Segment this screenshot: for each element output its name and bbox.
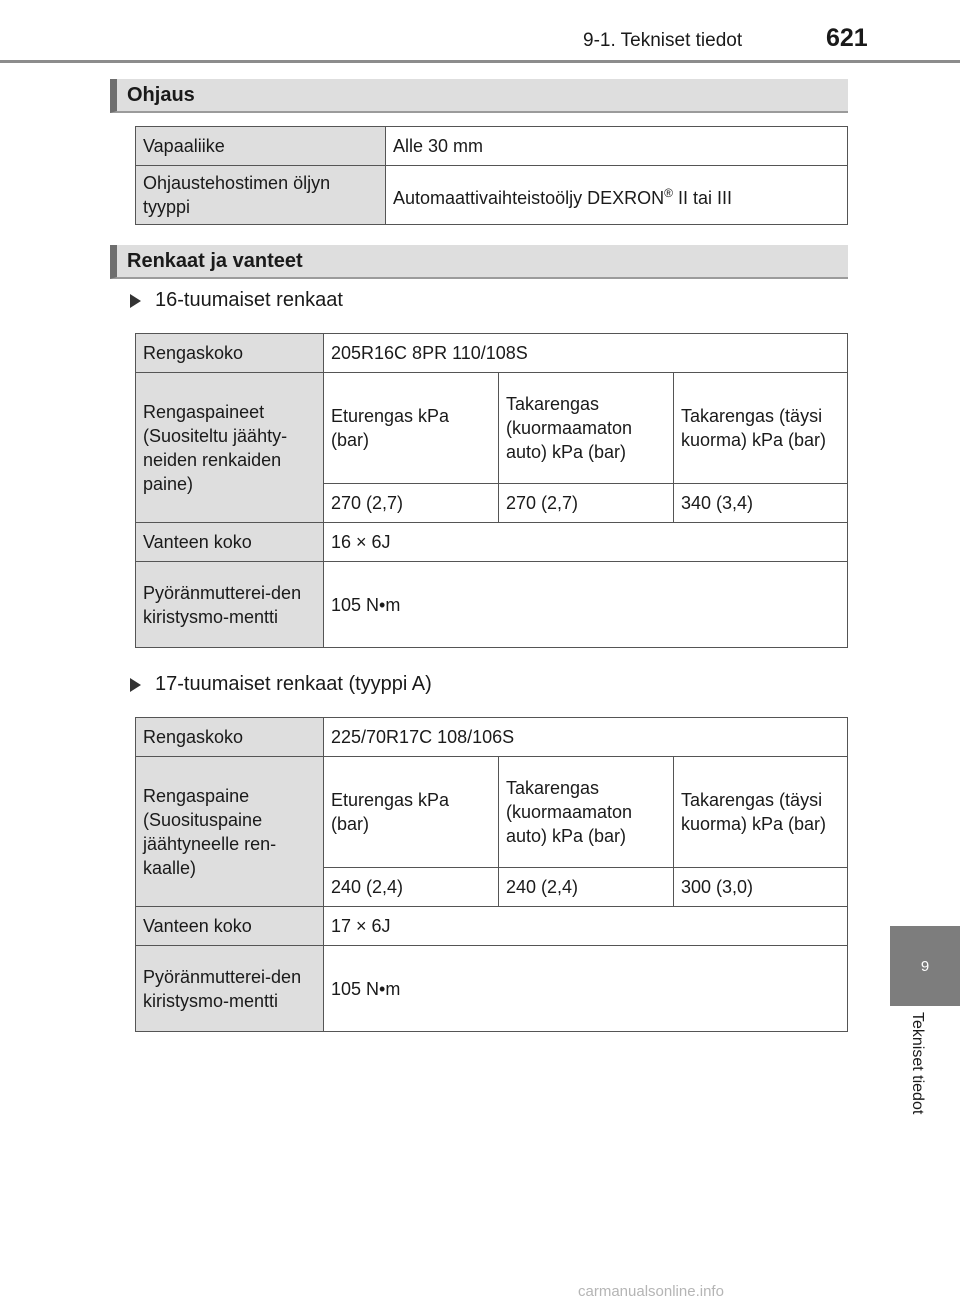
torque-value: 105 N•m: [324, 562, 848, 648]
table-row: [136, 166, 848, 225]
table-row: [136, 946, 848, 1032]
tire-size-label: Rengaskoko: [136, 334, 324, 373]
rim-size-value: 17 × 6J: [324, 907, 848, 946]
table-row: [136, 757, 848, 868]
table-row: [136, 373, 848, 484]
pressure-header-front: Eturengas kPa (bar): [324, 373, 499, 484]
registered-mark: ®: [664, 185, 673, 200]
table-row: [136, 907, 848, 946]
tire-size-value: 205R16C 8PR 110/108S: [324, 334, 848, 373]
torque-label: Pyöränmutterei-den kiristysmo-mentti: [136, 946, 324, 1032]
steering-spec-table: [135, 126, 848, 225]
pressure-header-front: Eturengas kPa (bar): [324, 757, 499, 868]
pressure-value-rear-full: 340 (3,4): [674, 484, 848, 523]
free-play-value: Alle 30 mm: [386, 127, 848, 166]
fluid-type-label: Ohjaustehostimen öljyn tyyppi: [136, 166, 386, 225]
pressure-header-rear-full: Takarengas (täysi kuorma) kPa (bar): [674, 757, 848, 868]
fluid-type-suffix: II tai III: [672, 187, 732, 208]
free-play-label: Vapaaliike: [136, 127, 386, 166]
pressure-value-front: 270 (2,7): [324, 484, 499, 523]
tire-table-16: [135, 333, 848, 648]
page-number: 621: [826, 24, 868, 52]
section-heading-renkaat: Renkaat ja vanteet: [110, 245, 848, 279]
pressure-value-rear-unloaded: 240 (2,4): [499, 868, 674, 907]
chapter-tab-label: Tekniset tiedot: [909, 1012, 926, 1115]
pressure-header-rear-full: Takarengas (täysi kuorma) kPa (bar): [674, 373, 848, 484]
table-row: [136, 334, 848, 373]
bullet-text: 16-tuumaiset renkaat: [155, 289, 343, 311]
section-heading-ohjaus: Ohjaus: [110, 79, 848, 113]
chapter-tab[interactable]: [890, 926, 960, 1006]
rim-size-value: 16 × 6J: [324, 523, 848, 562]
tire-table-17: [135, 717, 848, 1032]
bullet-16-inch: [130, 289, 343, 312]
pressure-value-rear-unloaded: 270 (2,7): [499, 484, 674, 523]
pressure-label: Rengaspaine (Suosituspaine jäähtyneelle ren-kaalle): [136, 757, 324, 907]
bullet-17-inch: [130, 673, 432, 696]
pressure-value-rear-full: 300 (3,0): [674, 868, 848, 907]
pressure-label: Rengaspaineet (Suositeltu jäähty-neiden renkaiden paine): [136, 373, 324, 523]
table-row: [136, 127, 848, 166]
rim-size-label: Vanteen koko: [136, 907, 324, 946]
table-row: [136, 718, 848, 757]
bullet-text: 17-tuumaiset renkaat (tyyppi A): [155, 673, 432, 695]
table-row: [136, 562, 848, 648]
chapter-title: 9-1. Tekniset tiedot: [583, 30, 743, 51]
chapter-tab-number: 9: [920, 957, 930, 975]
fluid-type-value: [386, 166, 848, 225]
header-rule: [0, 60, 960, 63]
triangle-bullet-icon: [130, 294, 141, 308]
torque-value: 105 N•m: [324, 946, 848, 1032]
triangle-bullet-icon: [130, 678, 141, 692]
tire-size-label: Rengaskoko: [136, 718, 324, 757]
pressure-header-rear-unloaded: Takarengas (kuormaamaton auto) kPa (bar): [499, 757, 674, 868]
watermark: carmanualsonline.info: [578, 1283, 724, 1300]
tire-size-value: 225/70R17C 108/106S: [324, 718, 848, 757]
table-row: [136, 523, 848, 562]
pressure-value-front: 240 (2,4): [324, 868, 499, 907]
torque-label: Pyöränmutterei-den kiristysmo-mentti: [136, 562, 324, 648]
pressure-header-rear-unloaded: Takarengas (kuormaamaton auto) kPa (bar): [499, 373, 674, 484]
rim-size-label: Vanteen koko: [136, 523, 324, 562]
fluid-type-text: Automaattivaihteistoöljy DEXRON: [393, 187, 665, 208]
